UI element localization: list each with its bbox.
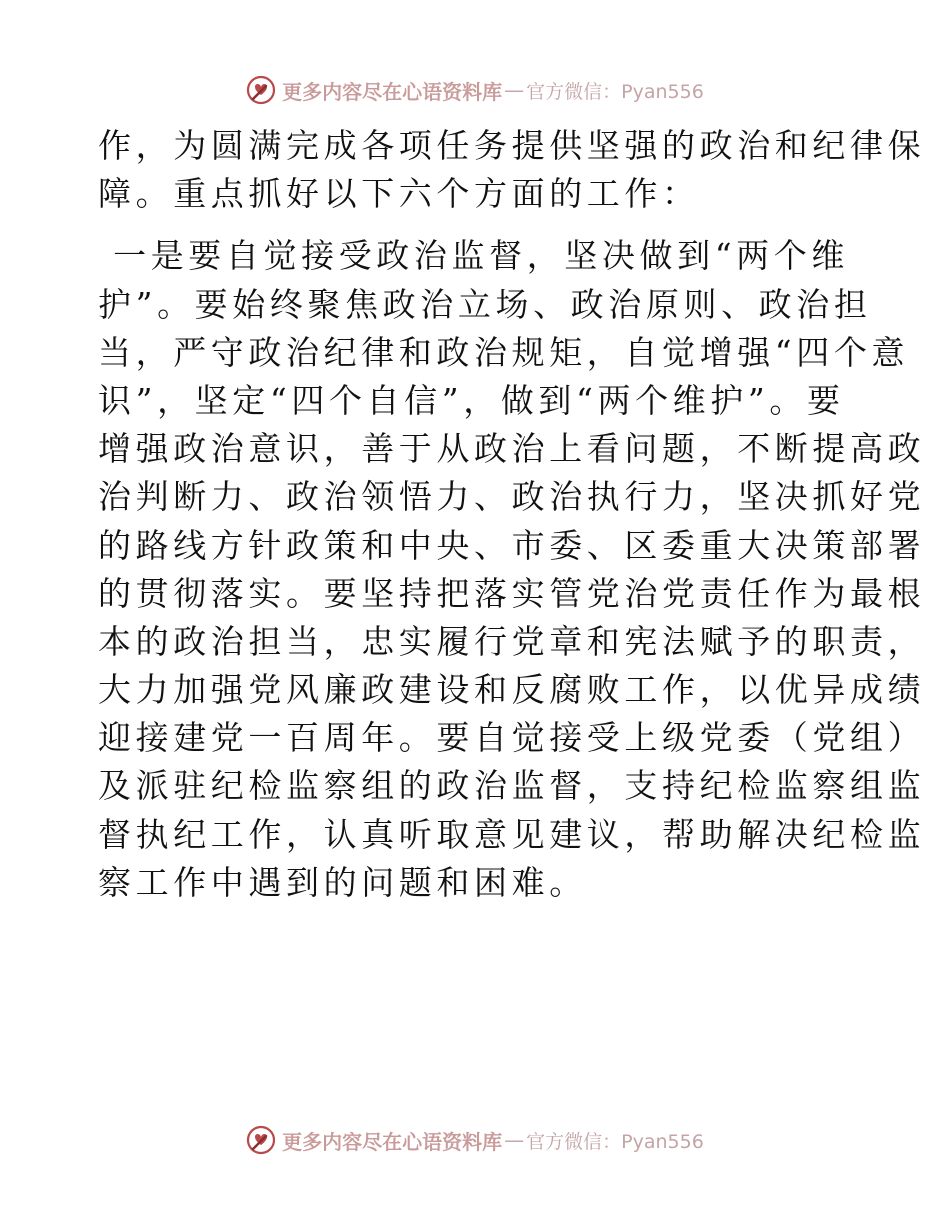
text-line: 识”，坚定“四个自信”，做到“两个维护”。要 [98, 380, 845, 420]
header-watermark [0, 72, 950, 108]
text-line: 一是要自觉接受政治监督，坚决做到“两个维 [98, 236, 849, 276]
text-line: 护”。要始终聚焦政治立场、政治原则、政治担 [98, 284, 872, 324]
watermark-sub-text: 官方微信：Pyan556 [526, 1130, 704, 1153]
heart-pen-logo-icon [246, 75, 276, 105]
watermark-dash: — [504, 1128, 525, 1152]
text-line: 本的政治担当，忠实履行党章和宪法赋予的职责， [98, 621, 926, 661]
text-line: 大力加强党风廉政建设和反腐败工作，以优异成绩 [98, 670, 926, 710]
text-line: 的贯彻落实。要坚持把落实管党治党责任作为最根 [98, 573, 926, 613]
text-line: 及派驻纪检监察组的政治监督，支持纪检监察组监 [98, 766, 926, 806]
text-line: 作，为圆满完成各项任务提供坚强的政治和纪律保 [98, 126, 926, 165]
text-line: 督执纪工作，认真听取意见建议，帮助解决纪检监 [98, 814, 926, 854]
watermark-main-text: 更多内容尽在心语资料库 [282, 79, 503, 104]
paragraph-intro [98, 122, 926, 218]
text-line: 增强政治意识，善于从政治上看问题，不断提高政 [98, 429, 926, 469]
text-line: 障。重点抓好以下六个方面的工作： [98, 174, 700, 214]
heart-pen-logo-icon [246, 1125, 276, 1155]
text-line: 的路线方针政策和中央、市委、区委重大决策部署 [98, 525, 926, 565]
watermark-sub-text: 官方微信：Pyan556 [526, 80, 704, 103]
text-line: 察工作中遇到的问题和困难。 [98, 862, 587, 902]
text-line: 迎接建党一百周年。要自觉接受上级党委（党组） [98, 718, 926, 758]
paragraph-point-one [98, 232, 926, 907]
watermark-dash: — [504, 78, 525, 102]
footer-watermark [0, 1122, 950, 1158]
text-line: 当，严守政治纪律和政治规矩，自觉增强“四个意 [98, 332, 910, 372]
text-line: 治判断力、政治领悟力、政治执行力，坚决抓好党 [98, 477, 926, 517]
document-body [98, 122, 926, 907]
watermark-main-text: 更多内容尽在心语资料库 [282, 1129, 503, 1154]
